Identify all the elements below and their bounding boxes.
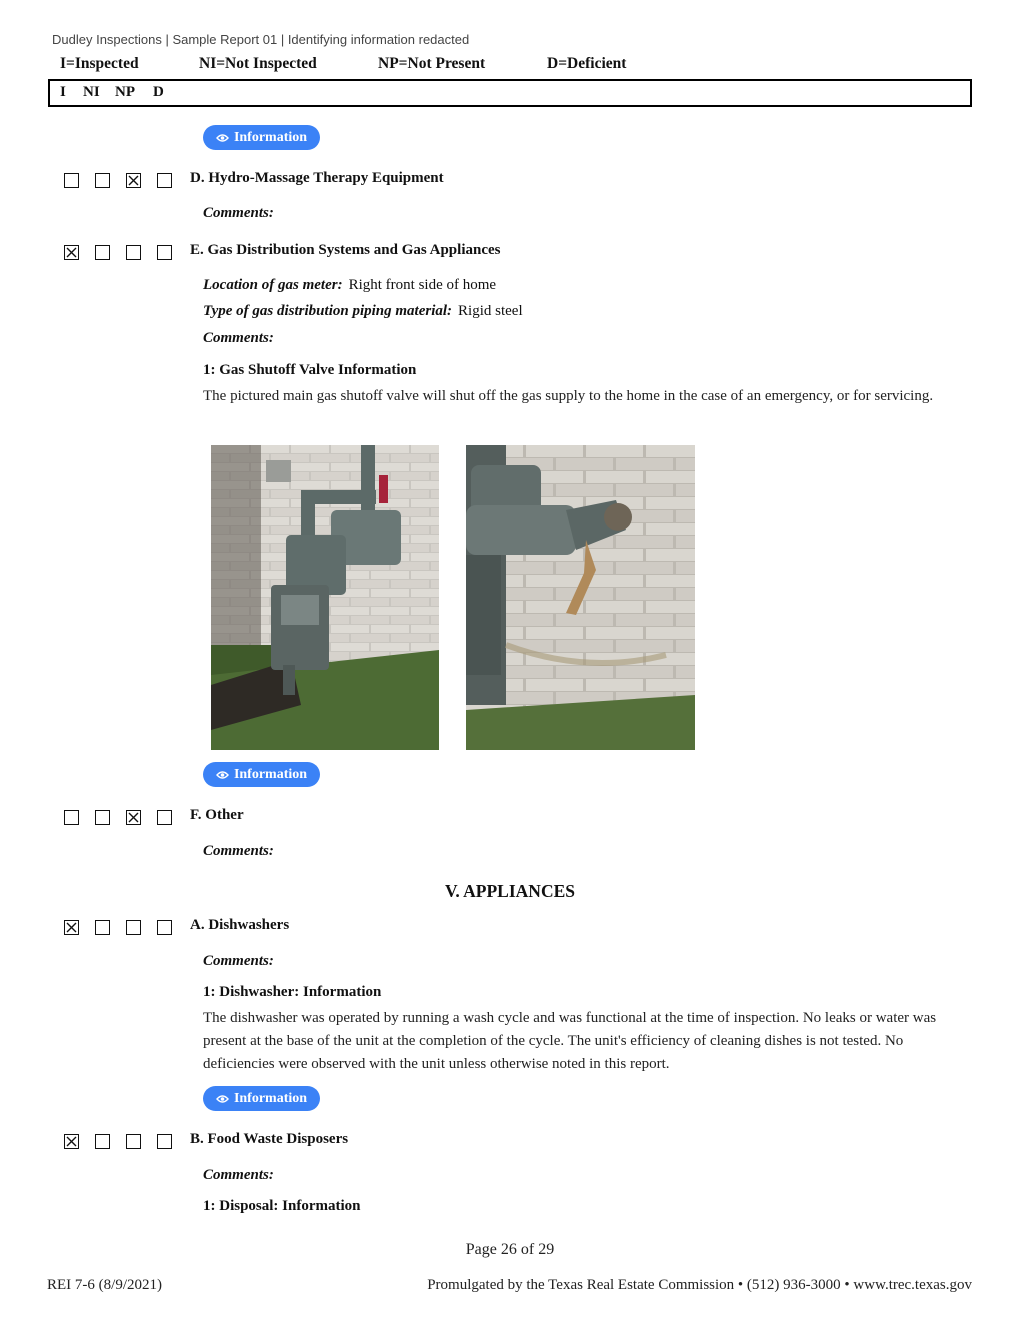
checkbox-not-present[interactable] xyxy=(126,245,141,260)
checkbox-inspected[interactable] xyxy=(64,173,79,188)
gas-shutoff-text: The pictured main gas shutoff valve will shut off the gas supply to the home in the case of an emergency, or for servicing. xyxy=(203,388,934,404)
gas-meter-location: Location of gas meter: Right front side of home xyxy=(203,277,497,293)
disposal-subtitle: 1: Disposal: Information xyxy=(203,1198,361,1214)
report-header-note: Dudley Inspections | Sample Report 01 | Identifying information redacted xyxy=(52,32,470,47)
item-title-dishwashers: A. Dishwashers xyxy=(190,917,290,933)
legend-not-inspected: NI=Not Inspected xyxy=(199,55,317,72)
eye-icon xyxy=(216,770,229,780)
col-np: NP xyxy=(115,84,135,100)
checkbox-inspected[interactable] xyxy=(64,1134,79,1149)
item-title-other: F. Other xyxy=(190,807,244,823)
item-title-hydro-massage: D. Hydro-Massage Therapy Equipment xyxy=(190,170,444,186)
checkbox-inspected[interactable] xyxy=(64,920,79,935)
checkbox-deficient[interactable] xyxy=(157,920,172,935)
gas-meter-photo[interactable] xyxy=(211,445,439,750)
legend-deficient: D=Deficient xyxy=(547,55,627,72)
checkbox-inspected[interactable] xyxy=(64,810,79,825)
column-header-box xyxy=(48,79,972,107)
information-button[interactable]: Information xyxy=(203,1086,320,1111)
checkbox-not-present[interactable] xyxy=(126,173,141,188)
checkbox-not-inspected[interactable] xyxy=(95,245,110,260)
checkbox-not-present[interactable] xyxy=(126,810,141,825)
form-number: REI 7-6 (8/9/2021) xyxy=(47,1277,162,1293)
checkbox-inspected[interactable] xyxy=(64,245,79,260)
checkbox-not-present[interactable] xyxy=(126,920,141,935)
checkbox-not-inspected[interactable] xyxy=(95,920,110,935)
checkbox-not-inspected[interactable] xyxy=(95,810,110,825)
section-heading-appliances: V. APPLIANCES xyxy=(445,881,575,901)
col-i: I xyxy=(60,84,66,100)
item-title-gas-distribution: E. Gas Distribution Systems and Gas Appliances xyxy=(190,242,501,258)
eye-icon xyxy=(216,1094,229,1104)
col-ni: NI xyxy=(83,84,100,100)
checkbox-deficient[interactable] xyxy=(157,173,172,188)
checkbox-not-inspected[interactable] xyxy=(95,1134,110,1149)
checkbox-deficient[interactable] xyxy=(157,1134,172,1149)
checkbox-deficient[interactable] xyxy=(157,810,172,825)
page-number: Page 26 of 29 xyxy=(465,1241,555,1258)
legend-not-present: NP=Not Present xyxy=(378,55,486,72)
comments-label: Comments: xyxy=(203,843,274,859)
gas-shutoff-valve-photo[interactable] xyxy=(466,445,695,750)
legend-inspected: I=Inspected xyxy=(60,55,139,72)
checkbox-deficient[interactable] xyxy=(157,245,172,260)
dishwasher-text: The dishwasher was operated by running a wash cycle and was functional at the time of inspection. No leaks or water was present at the base of the unit at the completion of the cycle. The unit's efficiency of cleaning dishes is not tested. No deficiencies were observed with the unit unless otherwise noted in this report. xyxy=(203,1010,937,1072)
information-button[interactable]: Information xyxy=(203,125,320,150)
item-title-food-waste-disposers: B. Food Waste Disposers xyxy=(190,1131,349,1147)
comments-label: Comments: xyxy=(203,330,274,346)
comments-label: Comments: xyxy=(203,205,274,221)
eye-icon xyxy=(216,133,229,143)
comments-label: Comments: xyxy=(203,953,274,969)
dishwasher-subtitle: 1: Dishwasher: Information xyxy=(203,984,382,1000)
checkbox-not-present[interactable] xyxy=(126,1134,141,1149)
comments-label: Comments: xyxy=(203,1167,274,1183)
col-d: D xyxy=(153,84,164,100)
promulgation-note: Promulgated by the Texas Real Estate Commission • (512) 936-3000 • www.trec.texas.gov xyxy=(427,1277,972,1293)
information-button[interactable]: Information xyxy=(203,762,320,787)
gas-shutoff-subtitle: 1: Gas Shutoff Valve Information xyxy=(203,362,417,378)
checkbox-not-inspected[interactable] xyxy=(95,173,110,188)
gas-piping-material: Type of gas distribution piping material: Rigid steel xyxy=(203,303,523,319)
